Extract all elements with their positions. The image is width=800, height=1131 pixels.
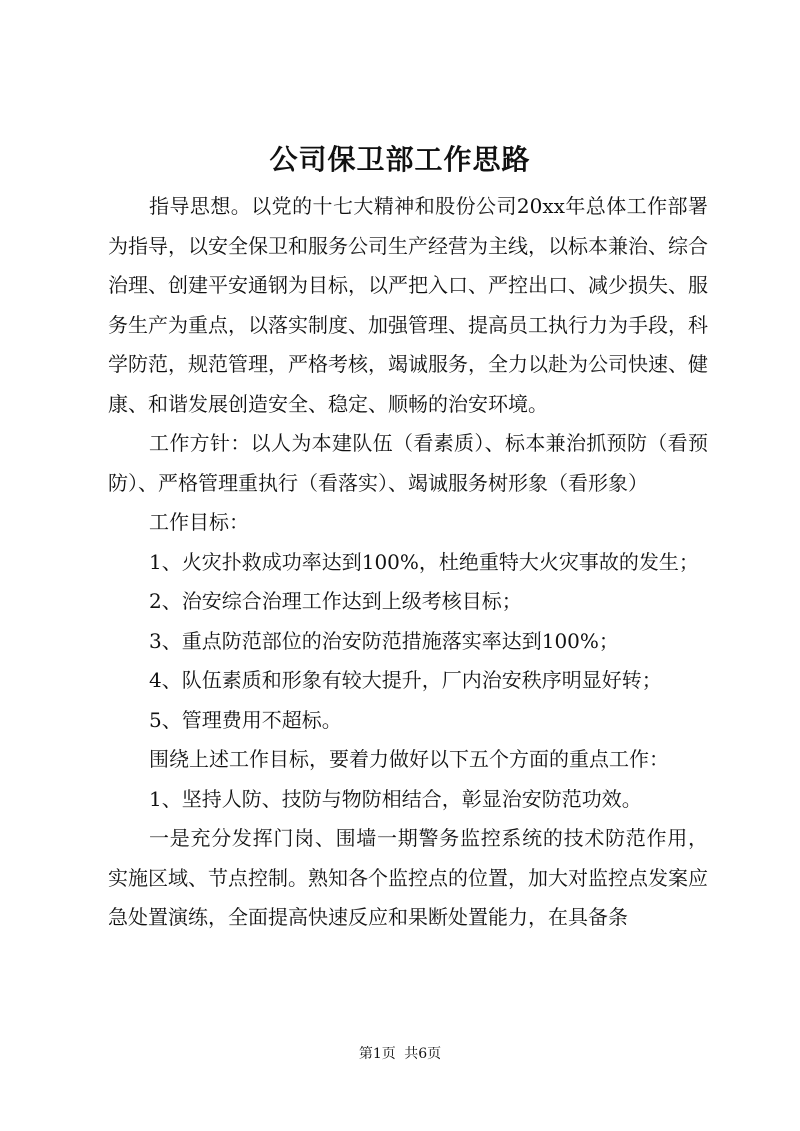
paragraph-goal-4: 4、队伍素质和形象有较大提升，厂内治安秩序明显好转； <box>149 668 662 692</box>
paragraph-key-work-intro: 围绕上述工作目标，要着力做好以下五个方面的重点工作： <box>149 747 669 771</box>
page-number-footer: 第1页 共6页 <box>358 1046 442 1062</box>
paragraph-guiding-ideology: 指导思想。以党的十七大精神和股份公司20xx年总体工作部署为指导，以安全保卫和服务公司生产经营为主线，以标本兼治、综合治理、创建平安通钢为目标，以严把入口、严控出口、减少损失、服务生产为重点，以落实制度、加强管理、提高员工执行力为手段，科学防范，规范管理，严格考核，竭诚服务，全力以赴为公司快速、健康、和谐发展创造安全、稳定、顺畅的治安环境。 <box>108 194 708 416</box>
paragraph-work-policy: 工作方针：以人为本建队伍（看素质）、标本兼治抓预防（看预防）、严格管理重执行（看落实）、竭诚服务树形象（看形象） <box>108 431 708 495</box>
paragraph-key-work-1-detail: 一是充分发挥门岗、围墙一期警务监控系统的技术防范作用，实施区域、节点控制。熟知各个监控点的位置，加大对监控点发案应急处置演练，全面提高快速反应和果断处置能力，在具备条 <box>108 826 708 929</box>
document-title: 公司保卫部工作思路 <box>269 143 531 176</box>
paragraph-work-goals-heading: 工作目标： <box>149 510 249 534</box>
document-body <box>108 187 708 938</box>
paragraph-goal-1: 1、火灾扑救成功率达到100%，杜绝重特大火灾事故的发生； <box>149 549 699 574</box>
paragraph-goal-3: 3、重点防范部位的治安防范措施落实率达到100%； <box>149 628 619 653</box>
paragraph-goal-5: 5、管理费用不超标。 <box>149 707 342 732</box>
paragraph-goal-2: 2、治安综合治理工作达到上级考核目标； <box>149 589 522 613</box>
paragraph-key-work-1: 1、坚持人防、技防与物防相结合，彰显治安防范功效。 <box>149 786 642 811</box>
